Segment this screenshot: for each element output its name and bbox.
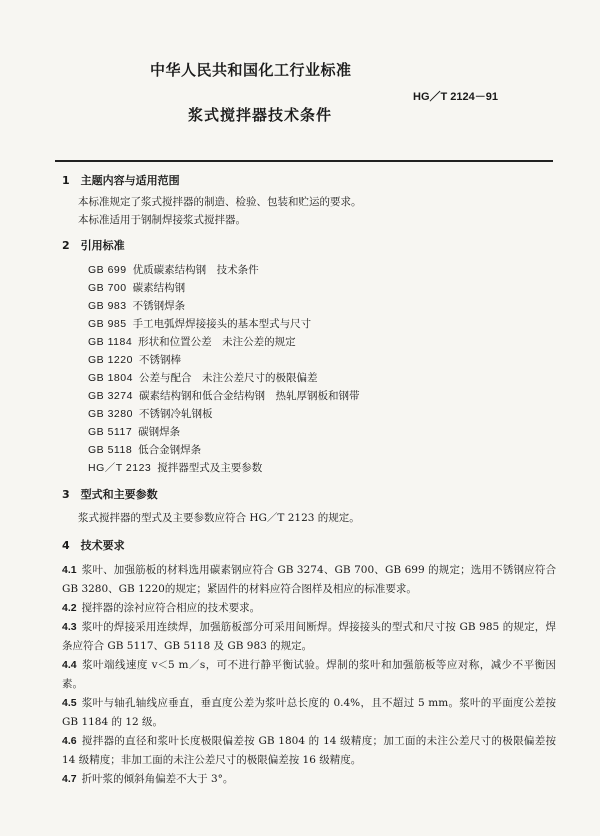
requirement-text: 浆叶的焊接采用连续焊，加强筋板部分可采用间断焊。焊接接头的型式和尺寸按 GB 985 的规定，焊条应符合 GB 5117、GB 5118 及 GB 983 的规定。: [62, 621, 556, 652]
standard-name: 手工电弧焊焊接接头的基本型式与尺寸: [132, 318, 312, 330]
section-1-line-2: 本标准适用于钢制焊接浆式搅拌器。: [78, 214, 246, 226]
requirement-number: 4.6: [62, 735, 77, 747]
standard-name: 公差与配合 未注公差尺寸的极限偏差: [138, 372, 318, 384]
standard-name: 碳钢焊条: [138, 426, 181, 438]
referenced-standard-item: [88, 370, 317, 385]
referenced-standard-item: [88, 388, 359, 403]
requirement-number: 4.1: [62, 564, 77, 576]
requirement-item: [62, 599, 556, 618]
standard-number: GB 1220: [88, 354, 133, 366]
standard-name: 碳素结构钢和低合金结构钢 热轧厚钢板和钢带: [138, 390, 360, 402]
standard-number: GB 5117: [88, 426, 133, 438]
standard-name: 低合金钢焊条: [138, 444, 202, 456]
section-3-line: 浆式搅拌器的型式及主要参数应符合 HG／T 2123 的规定。: [78, 512, 360, 524]
standard-number: GB 983: [88, 300, 127, 312]
section-4-heading: 4 技术要求: [62, 539, 125, 552]
requirement-number: 4.5: [62, 697, 77, 709]
requirement-text: 浆叶、加强筋板的材料选用碳素钢应符合 GB 3274、GB 700、GB 699 的规定；选用不锈钢应符合 GB 3280、GB 1220的规定；紧固件的材料应符合图样及相应的标准要求。: [62, 564, 556, 595]
standard-name: 碳素结构钢: [132, 282, 186, 294]
requirement-number: 4.7: [62, 773, 77, 785]
referenced-standard-item: [88, 442, 201, 457]
document-title: 浆式搅拌器技术条件: [188, 106, 333, 124]
referenced-standard-item: [88, 262, 259, 277]
standard-number: GB 3280: [88, 408, 133, 420]
standard-name: 形状和位置公差 未注公差的规定: [138, 336, 296, 348]
standard-name: 搅拌器型式及主要参数: [157, 462, 263, 474]
standard-number: GB 985: [88, 318, 127, 330]
requirement-text: 搅拌器的直径和浆叶长度极限偏差按 GB 1804 的 14 级精度；加工面的未注公差尺寸的极限偏差按 14 级精度；非加工面的未注公差尺寸的极限偏差按 16 级精度。: [62, 735, 556, 766]
requirement-text: 浆叶与轴孔轴线应垂直，垂直度公差为浆叶总长度的 0.4%，且不超过 5 mm。浆叶的平面度公差按 GB 1184 的 12 级。: [62, 697, 556, 728]
standard-name: 优质碳素结构钢 技术条件: [132, 264, 259, 276]
standard-number: GB 1804: [88, 372, 133, 384]
requirement-item: [62, 770, 556, 789]
requirement-number: 4.2: [62, 602, 77, 614]
referenced-standard-item: [88, 334, 296, 349]
requirement-item: [62, 656, 556, 694]
standard-code: HG／T 2124－91: [413, 91, 498, 103]
requirement-number: 4.4: [62, 659, 77, 671]
standard-number: GB 699: [88, 264, 127, 276]
referenced-standard-item: [88, 460, 262, 475]
referenced-standard-item: [88, 316, 311, 331]
requirement-item: [62, 732, 556, 770]
referenced-standard-item: [88, 352, 181, 367]
referenced-standard-item: [88, 424, 180, 439]
referenced-standard-item: [88, 406, 212, 421]
standard-number: GB 5118: [88, 444, 133, 456]
requirement-item: [62, 561, 556, 599]
standard-category-title: 中华人民共和国化工行业标准: [150, 61, 352, 79]
standard-number: HG／T 2123: [88, 462, 152, 474]
standard-name: 不锈钢冷轧钢板: [138, 408, 213, 420]
referenced-standard-item: [88, 298, 185, 313]
requirement-text: 折叶浆的倾斜角偏差不大于 3°。: [81, 773, 234, 785]
section-1-heading: 1 主题内容与适用范围: [62, 174, 180, 187]
requirement-item: [62, 694, 556, 732]
section-3-heading: 3 型式和主要参数: [62, 488, 158, 501]
header-rule: [55, 160, 553, 162]
section-2-heading: 2 引用标准: [62, 239, 125, 252]
standard-number: GB 700: [88, 282, 127, 294]
requirement-number: 4.3: [62, 621, 77, 633]
requirement-item: [62, 618, 556, 656]
section-1-line-1: 本标准规定了浆式搅拌器的制造、检验、包装和贮运的要求。: [78, 196, 362, 208]
standard-number: GB 3274: [88, 390, 133, 402]
referenced-standard-item: [88, 280, 185, 295]
standard-name: 不锈钢焊条: [132, 300, 186, 312]
requirement-text: 搅拌器的涂衬应符合相应的技术要求。: [81, 602, 261, 614]
standard-number: GB 1184: [88, 336, 133, 348]
standard-name: 不锈钢棒: [138, 354, 181, 366]
requirement-text: 浆叶端线速度 v＜5 m／s，可不进行静平衡试验。焊制的浆叶和加强筋板等应对称，减少不平衡因素。: [62, 659, 556, 690]
